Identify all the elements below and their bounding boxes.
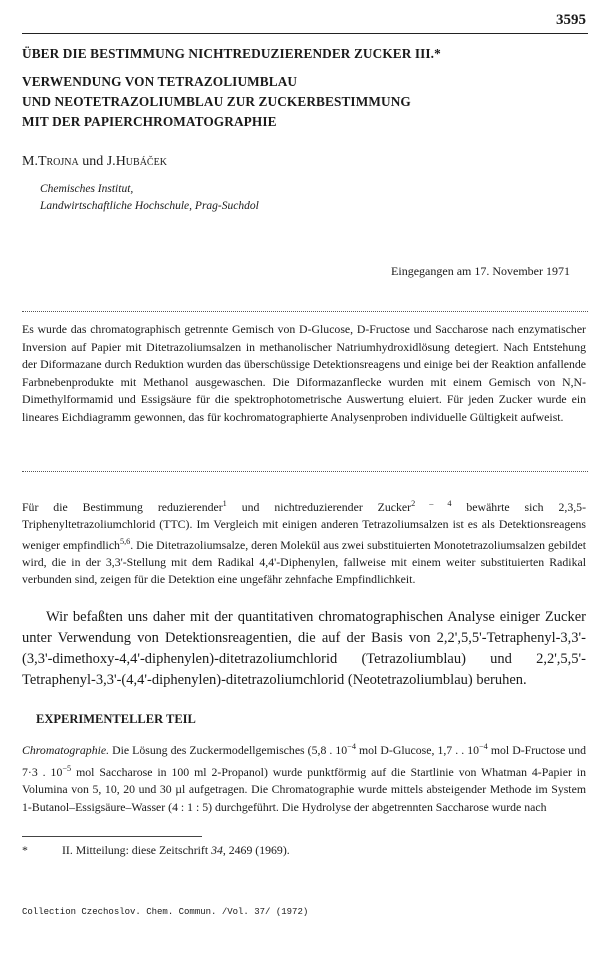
- exponent: −4: [479, 742, 488, 751]
- text-run: . Die Ditetrazoliumsalze, deren Molekül aus zwei substituierten Monotetrazoliumsalzen gebildet wird, die in der 3,3'-Stellung mit dem Radikal 4,4'-Diphenylen, fallweise mit einem weiter substituierten Radikal verbunden sind, zeigen für die Detektion eine ungefähr zehnfache Empfindlichkeit.: [22, 537, 586, 586]
- text-run: mol Saccharose in 100 ml 2-Propanol) wurde punktförmig auf die Startlinie von Whatman 4-Papier in Volumina von 5, 10, 20 und 30 µl aufgetragen. Die Chromatographie wurde mittels absteigender Methode im System 1-Butanol–Essigsäure–Wasser (4 : 1 : 5) durchgeführt. Die Hydrolyse der abgetrennten Saccharose wurde nach: [22, 764, 586, 815]
- exponent: −5: [62, 763, 72, 773]
- reference-mark: 1: [222, 499, 227, 508]
- title-line: UND NEOTETRAZOLIUMBLAU ZUR ZUCKERBESTIMMUNG: [22, 94, 411, 109]
- experimental-paragraph: [22, 738, 586, 817]
- affiliation-line: Landwirtschaftliche Hochschule, Prag-Suchdol: [40, 200, 259, 212]
- author-initial: J.: [106, 154, 116, 169]
- exponent: −4: [347, 742, 356, 751]
- affiliation-line: Chemisches Institut,: [40, 183, 134, 195]
- abstract: Es wurde das chromatographisch getrennte Gemisch von D-Glucose, D-Fructose und Saccharose nach enzymatischer Inversion auf Papier mit Ditetrazoliumsalzen in methanolischer Natriumhydroxidlösung detegiert. Nach Entstehung der Diformazane durch Reduktion wurden das überschüssige Detektionsreagens und einige bei der Reaktion anfallende Farbnebenprodukte mit Methanol ausgewaschen. Die Diformazanflecke wurden mit einem Gemisch von N,N-Dimethylformamid und Essigsäure für die spektrophotometrische Auswertung eluiert. Für jeden Zucker wurde ein lineares Eichdiagramm gewonnen, das für kochromatographierte Analysenproben individuelle Gültigkeit aufweist.: [22, 322, 586, 424]
- reference-mark: 5,6: [119, 536, 131, 546]
- article-title: [22, 72, 411, 132]
- title-line: VERWENDUNG VON TETRAZOLIUMBLAU: [22, 74, 298, 89]
- abstract-bottom-rule: [22, 471, 588, 472]
- series-title: ÜBER DIE BESTIMMUNG NICHTREDUZIERENDER ZUCKER III.*: [22, 46, 441, 61]
- paragraph-lead: Chromatographie.: [22, 742, 110, 757]
- text-run: und nichtreduzierender Zucker: [226, 499, 412, 514]
- text-run: Die Lösung des Zuckermodellgemisches (5,8 . 10: [109, 742, 348, 757]
- journal-colophon: Collection Czechoslov. Chem. Commun. /Vol. 37/ (1972): [22, 907, 309, 917]
- header-rule: [22, 33, 588, 34]
- page-number: 3595: [556, 12, 586, 28]
- abstract-top-rule: [22, 311, 588, 312]
- text-run: bewährte sich 2,3,5-Triphenyltetrazoliumchlorid (TTC). Im Vergleich mit einigen anderen Tetrazoliumsalzen ist es als Detektionsreagens weniger empfindlich: [22, 499, 586, 552]
- footnote-rule: [22, 836, 202, 837]
- affiliation: [40, 181, 259, 215]
- footnote-text: , 2469 (1969).: [222, 843, 290, 857]
- author-line: [22, 154, 167, 170]
- intro-paragraph: [22, 495, 586, 588]
- title-line: MIT DER PAPIERCHROMATOGRAPHIE: [22, 114, 277, 129]
- footnote-volume: 34: [211, 843, 223, 857]
- author-surname: Trojna: [37, 154, 79, 169]
- section-heading: EXPERIMENTELLER TEIL: [36, 712, 196, 726]
- text-run: mol D-Fructose und 7·3 . 10: [22, 742, 586, 779]
- author-initial: M.: [22, 154, 38, 169]
- footnote: [22, 843, 290, 858]
- text-run: Für die Bestimmung reduzierender: [22, 499, 223, 514]
- footnote-mark: *: [22, 843, 28, 857]
- text-run: mol D-Glucose, 1,7 . . 10: [355, 742, 479, 757]
- author-conjunction: und: [82, 154, 104, 169]
- footnote-text: II. Mitteilung: diese Zeitschrift: [62, 843, 212, 857]
- author-surname: Hubáček: [115, 154, 167, 169]
- received-date: Eingegangen am 17. November 1971: [391, 264, 570, 278]
- reference-mark: 2 – 4: [411, 499, 452, 508]
- aim-paragraph: Wir befaßten uns daher mit der quantitativen chromatographischen Analyse einiger Zucker unter Verwendung von Detektionsreagentien, die auf der Basis von 2,2',5,5'-Tetraphenyl-3,3'-(3,3'-dimethoxy-4,4'-diphenylen)-ditetrazoliumchlorid (Tetrazoliumblau) und 2,2',5,5'-Tetraphenyl-3,3'-(4,4'-diphenylen)-ditetrazoliumchlorid (Neotetrazoliumblau) beruhen.: [22, 609, 586, 688]
